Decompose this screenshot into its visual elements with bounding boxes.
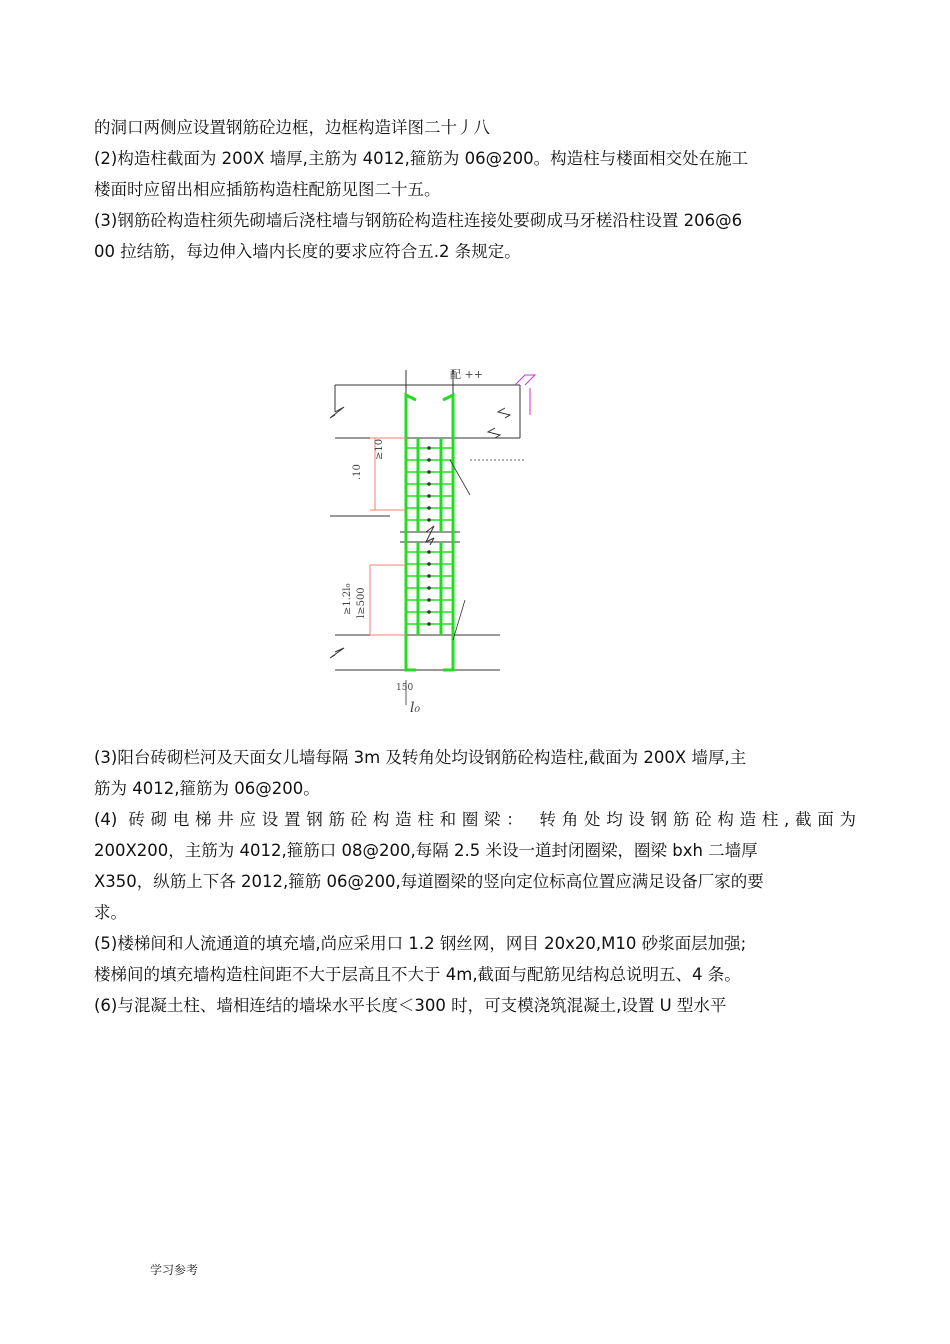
tie-dot: [427, 482, 431, 486]
text-line: X350，纵筋上下各 2012,箍筋 06@200,每道圈梁的竖向定位标高位置应满足设备厂家的要: [94, 872, 764, 891]
bottom-label: l₀: [410, 700, 421, 716]
lower-dim-label-1: ≥1.2l₀: [342, 583, 353, 615]
tie-dot: [427, 550, 431, 554]
footer-note: 学习参考: [150, 1263, 199, 1277]
constructional-column-diagram: [330, 360, 550, 720]
text-line: (5)楼梯间和人流通道的填充墙,尚应采用口 1.2 钢丝网，网目 20x20,M10 砂浆面层加强;: [94, 934, 747, 953]
level-marker-icon: [515, 375, 535, 415]
column-rebar-drawing: [330, 360, 550, 720]
tie-dot: [427, 458, 431, 462]
text-line: 求。: [94, 903, 127, 922]
top-right-label: 配 ++: [450, 368, 483, 381]
tie-dot: [427, 622, 431, 626]
text-line: 筋为 4012,箍筋为 06@200。: [94, 779, 320, 798]
column-outline: [406, 370, 453, 635]
lower-dim-label-2: l≥500: [356, 587, 367, 618]
text-line: 200X200，主筋为 4012,箍筋口 08@200,每隔 2.5 米设一道封闭圈梁，圈梁 bxh 二墙厚: [94, 841, 758, 860]
text-line: (4) 砖砌电梯井应设置钢筋砼构造柱和圈梁： 转角处均设钢筋砼构造柱,截面为: [94, 810, 856, 829]
tie-dot: [427, 586, 431, 590]
dimension-group: [370, 438, 406, 635]
tie-dot: [427, 506, 431, 510]
top-paragraphs: [94, 112, 856, 267]
lower-slab: [330, 635, 500, 670]
upper-slab: [330, 385, 520, 438]
bottom-paragraphs: [94, 742, 856, 1021]
leader-lines: [450, 460, 525, 640]
text-line: (6)与混凝土柱、墙相连结的墙垛水平长度＜300 时，可支模浇筑混凝土,设置 U 型水平: [94, 996, 727, 1015]
upper-dim-label: ≥10: [374, 438, 385, 460]
bottom-dim-label: 150: [396, 683, 414, 693]
tie-dot: [427, 574, 431, 578]
tie-dot: [427, 446, 431, 450]
tie-dot: [427, 562, 431, 566]
text-line: 楼面时应留出相应插筋构造柱配筋见图二十五。: [94, 180, 441, 199]
text-line: (2)构造柱截面为 200X 墙厚,主筋为 4012,箍筋为 06@200。构造柱与楼面相交处在施工: [94, 149, 749, 168]
text-line: (3)阳台砖砌栏河及天面女儿墙每隔 3m 及转角处均设钢筋砼构造柱,截面为 200X 墙厚,主: [94, 748, 747, 767]
text-line: 楼梯间的填充墙构造柱间距不大于层高且不大于 4m,截面与配筋见结构总说明五、4 条。: [94, 965, 741, 984]
text-line: (3)钢筋砼构造柱须先砌墙后浇柱墙与钢筋砼构造柱连接处要砌成马牙槎沿柱设置 206@6: [94, 211, 743, 230]
tie-dot: [427, 518, 431, 522]
text-line: 的洞口两侧应设置钢筋砼边框，边框构造详图二十丿八: [94, 118, 490, 137]
tie-dot: [427, 470, 431, 474]
tie-dot: [427, 610, 431, 614]
tie-dot: [427, 598, 431, 602]
upper-dim-label-2: .10: [352, 464, 363, 480]
text-line: 00 拉结筋，每边伸入墙内长度的要求应符合五.2 条规定。: [94, 242, 521, 261]
tie-dot: [427, 494, 431, 498]
